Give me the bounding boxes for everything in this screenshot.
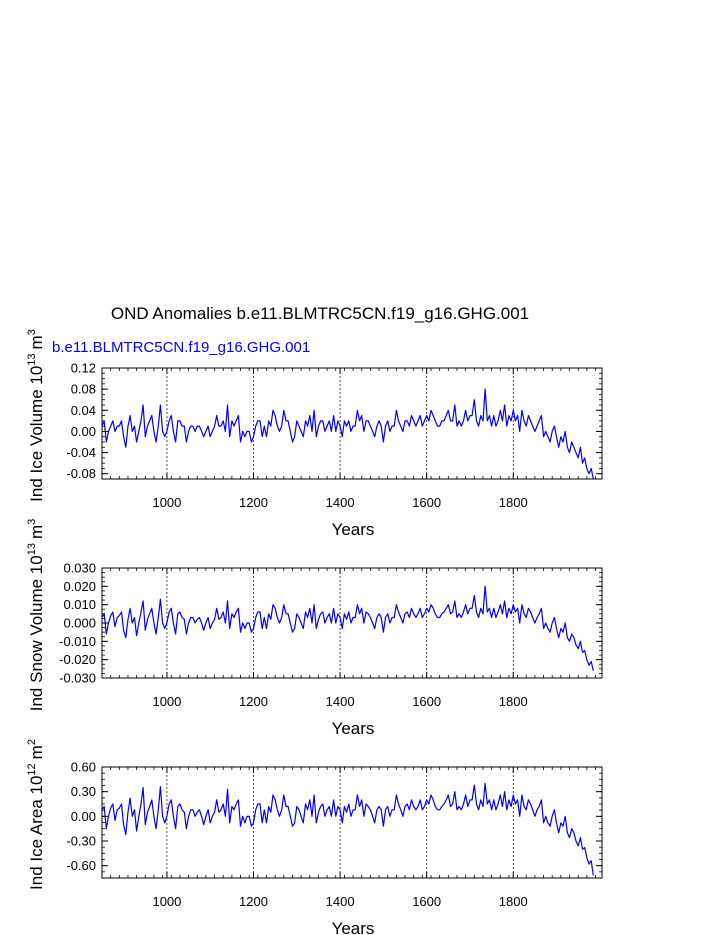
x-tick-label: 1000 [152,894,182,909]
y-tick-label: 0.030 [63,560,96,576]
x-tick-label: 1800 [498,495,528,510]
y-tick-label: -0.30 [66,833,96,849]
series-subtitle: b.e11.BLMTRC5CN.f19_g16.GHG.001 [52,339,311,356]
x-tick-label: 1400 [325,694,355,709]
y-tick-label: 0.00 [70,423,96,439]
y-axis-label: Ind Ice Volume $10^{13}m^3$ [26,329,46,502]
y-tick-label: -0.04 [66,445,96,461]
plot-frame [102,767,602,878]
x-tick-label: 1600 [412,495,442,510]
chart-panel-3 [26,739,602,935]
y-tick-label: -0.60 [66,858,96,874]
x-axis-label: Years [331,919,375,935]
series-line [102,586,593,670]
y-tick-label: -0.010 [59,633,96,649]
y-tick-label: 0.00 [70,808,96,824]
series-line [102,783,593,875]
chart-title: OND Anomalies b.e11.BLMTRC5CN.f19_g16.GHG.001 [110,304,530,323]
x-tick-label: 1400 [325,894,355,909]
y-tick-label: 0.020 [63,578,96,594]
x-axis-label: Years [331,719,375,738]
y-axis-label: Ind Snow Volume $10^{13}m^3$ [26,518,46,712]
y-tick-label: 0.04 [70,402,96,418]
y-axis-label: Ind Ice Area $10^{12}m^2$ [26,739,46,890]
x-tick-label: 1200 [239,694,268,709]
y-tick-label: 0.08 [70,381,96,397]
y-tick-label: 0.12 [70,360,96,376]
series-line [102,389,593,479]
chart-panel-1 [26,329,602,539]
x-tick-label: 1200 [239,495,268,510]
x-tick-label: 1600 [412,694,442,709]
y-tick-label: 0.010 [63,597,96,613]
x-axis-label: Years [331,520,375,539]
x-tick-label: 1200 [239,894,268,909]
x-tick-label: 1400 [325,495,355,510]
x-tick-label: 1000 [152,694,182,709]
x-tick-label: 1600 [412,894,442,909]
y-tick-label: 0.30 [70,784,96,800]
chart-panel-2 [26,519,602,738]
x-tick-label: 1000 [152,495,182,510]
x-tick-label: 1800 [498,894,528,909]
y-tick-label: -0.08 [66,466,96,482]
x-tick-label: 1800 [498,694,528,709]
y-tick-label: -0.020 [59,652,96,668]
y-tick-label: 0.60 [70,759,96,775]
y-tick-label: 0.000 [63,615,96,631]
y-tick-label: -0.030 [59,670,96,686]
